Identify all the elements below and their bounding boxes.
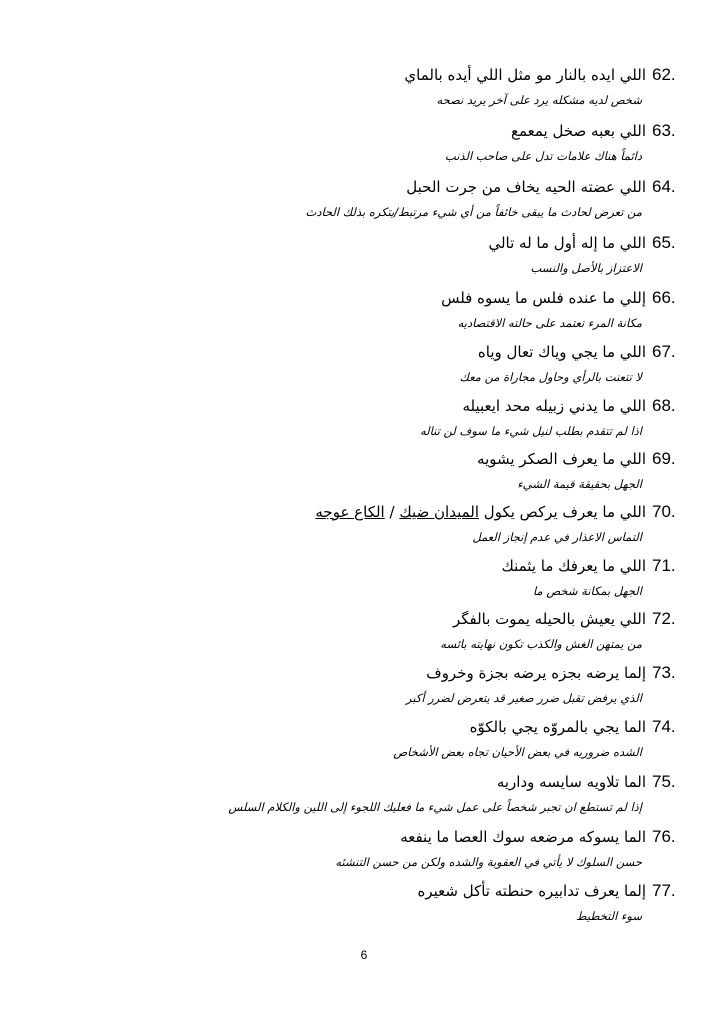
proverb-entry-67 — [36, 339, 676, 389]
proverb-number: 75. — [652, 772, 676, 791]
proverb-text: 70. اللي ما يعرف يركص يكول الميدان ضيك / الكاع عوجه — [36, 499, 646, 525]
proverb-text: 62. اللي ايده بالنار مو مثل اللي أيده بالماي — [36, 62, 646, 88]
proverb-text: 77. إلما يعرف تدابيره حنطته تأكل شعيره — [36, 878, 646, 904]
proverb-meaning: دائماً هناك علامات تدل على صاحب الذنب — [444, 149, 642, 163]
proverb-number: 66. — [652, 288, 676, 307]
proverb-number: 70. — [652, 502, 676, 521]
proverb-meaning: سوء التخطيط — [575, 909, 642, 923]
proverb-number: 63. — [652, 121, 676, 140]
proverb-text: 65. اللي ما إله أول ما له تالي — [36, 230, 646, 256]
proverb-meaning: الجهل بحقيقة قيمة الشيء — [517, 477, 642, 491]
proverb-meaning: شخص لديه مشكله يرد على آخر يريد نصحه — [436, 93, 642, 107]
proverb-meaning: مكانة المرء تعتمد على حالته الاقتصاديه — [457, 316, 642, 330]
proverb-entry-73 — [36, 660, 676, 710]
proverb-entry-70 — [36, 499, 676, 549]
proverb-meaning: من يمتهن الغش والكذب تكون نهايته بائسه — [440, 637, 642, 651]
proverb-number: 65. — [652, 233, 676, 252]
proverb-entry-68 — [36, 393, 676, 443]
proverb-meaning: حسن السلوك لا يأتي في العقوبة والشده ولكن من حسن التنشئه — [335, 855, 642, 869]
proverb-entry-72 — [36, 606, 676, 656]
proverb-number: 73. — [652, 663, 676, 682]
proverb-entry-62 — [36, 62, 676, 112]
proverb-text: 74. الما يجي بالمروّه يجي بالكوّه — [36, 714, 646, 740]
proverb-entry-63 — [36, 118, 676, 168]
proverb-text: 67. اللي ما يجي وياك تعال وياه — [36, 339, 646, 365]
proverb-number: 62. — [652, 65, 676, 84]
proverb-meaning: إذا لم تستطع ان تجبر شخصاً على عمل شيء ما فعليك اللجوء إلى اللين والكلام السلس — [228, 800, 642, 814]
underlined-phrase: الكاع عوجه — [315, 503, 385, 521]
proverb-entry-69 — [36, 446, 676, 496]
proverb-number: 77. — [652, 881, 676, 900]
proverb-meaning: الاعتزاز بالأصل والنسب — [530, 261, 642, 275]
proverb-number: 64. — [652, 177, 676, 196]
proverb-number: 76. — [652, 827, 676, 846]
proverb-text: 72. اللي يعيش بالحيله يموت بالفگر — [36, 606, 646, 632]
proverb-text: 71. اللي ما يعرفك ما يثمنك — [36, 553, 646, 579]
proverb-text: 69. اللي ما يعرف الصكر يشويه — [36, 446, 646, 472]
proverb-entry-77 — [36, 878, 676, 928]
proverb-meaning: الجهل بمكانة شخص ما — [533, 584, 642, 598]
proverb-entry-76 — [36, 824, 676, 874]
proverb-number: 69. — [652, 449, 676, 468]
proverb-number: 72. — [652, 609, 676, 628]
proverb-number: 71. — [652, 556, 676, 575]
proverb-number: 68. — [652, 396, 676, 415]
proverb-text: 73. إلما يرضه بجزه يرضه بجزة وخروف — [36, 660, 646, 686]
proverb-entry-75 — [36, 769, 676, 819]
proverb-text: 66. إللي ما عنده فلس ما يسوه فلس — [36, 285, 646, 311]
proverb-entry-65 — [36, 230, 676, 280]
proverb-text: 64. اللي عضته الحيه يخاف من جرت الحبل — [36, 174, 646, 200]
proverb-text: 63. اللي بعبه صخل يمعمع — [36, 118, 646, 144]
proverb-entry-74 — [36, 714, 676, 764]
proverb-meaning: لا تتعنت بالرأي وحاول مجاراة من معك — [459, 370, 642, 384]
separator: / — [389, 503, 395, 521]
proverb-text: 68. اللي ما يدني زبيله محد ايعبيله — [36, 393, 646, 419]
proverb-entry-71 — [36, 553, 676, 603]
proverb-entry-66 — [36, 285, 676, 335]
proverb-text: 75. الما تلاويه سايسه وداريه — [36, 769, 646, 795]
proverb-meaning: اذا لم تتقدم بطلب لنيل شيء ما سوف لن تناله — [420, 424, 642, 438]
page-number: 6 — [360, 948, 368, 962]
proverb-number: 74. — [652, 717, 676, 736]
proverb-number: 67. — [652, 342, 676, 361]
proverb-meaning: الذي يرفض تقبل ضرر صغير قد يتعرض لضرر أكبر — [406, 691, 642, 705]
proverb-meaning: الشده ضروريه في بعض الأحيان تجاه بعض الأشخاص — [393, 745, 642, 759]
proverb-meaning: من تعرض لحادث ما يبقى خائفاً من أي شيء مرتبط/يتكره بذلك الحادث — [305, 205, 642, 219]
proverb-text: 76. الما يسوكه مرضعه سوك العصا ما ينفعه — [36, 824, 646, 850]
proverb-meaning: التماس الاعذار في عدم إنجاز العمل — [472, 530, 642, 544]
underlined-phrase: الميدان ضيك — [399, 503, 480, 521]
proverb-entry-64 — [36, 174, 676, 224]
